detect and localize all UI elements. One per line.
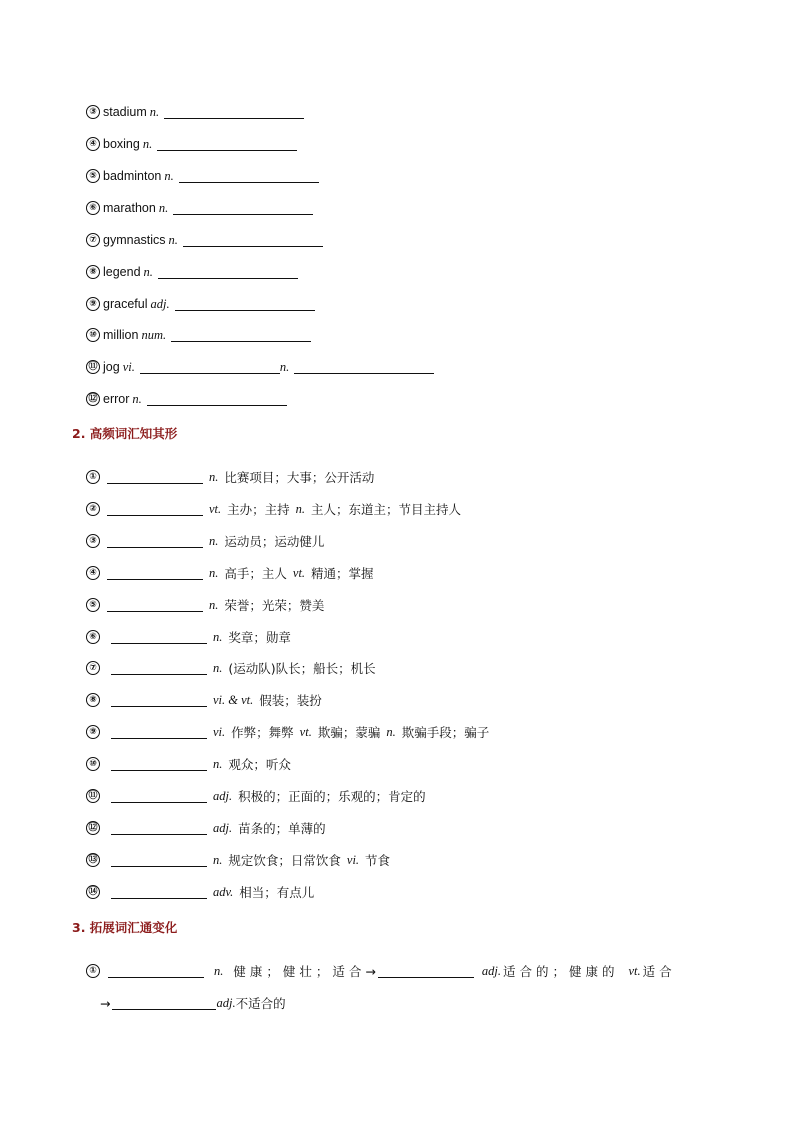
part-of-speech: n. (149, 104, 160, 119)
part-of-speech: n. (214, 963, 224, 978)
answer-blank[interactable] (111, 885, 207, 899)
chinese-meaning: 作弊；舞弊 (231, 725, 294, 740)
item-number: ⑪ (86, 789, 100, 803)
chinese-meaning: 观众；听众 (228, 757, 291, 772)
part-of-speech: n. (213, 660, 223, 675)
part-of-speech: n. (209, 469, 219, 484)
part-of-speech: vi. (122, 359, 135, 374)
chinese-meaning: 相当；有点儿 (239, 885, 315, 900)
item-number: ⑦ (86, 661, 100, 675)
answer-blank[interactable] (111, 789, 207, 803)
chinese-meaning: 运动员；运动健儿 (224, 534, 325, 549)
answer-blank[interactable] (107, 534, 203, 548)
part-of-speech: n. (143, 264, 153, 279)
answer-blank[interactable] (111, 725, 207, 739)
section-2-title: 2. 高频词汇知其形 (72, 426, 178, 441)
answer-blank[interactable] (111, 693, 207, 707)
chinese-meaning: 荣誉；光荣；赞美 (224, 598, 325, 613)
english-word: stadium (103, 105, 147, 119)
definition-row (86, 499, 461, 519)
part-of-speech: n. (386, 724, 396, 739)
definition-row (86, 786, 426, 806)
answer-blank[interactable] (111, 661, 207, 675)
english-word: graceful (103, 297, 148, 311)
section-3-title: 3. 拓展词汇通变化 (72, 920, 178, 935)
answer-blank[interactable] (294, 360, 434, 374)
english-word: boxing (103, 137, 140, 151)
definition-row (86, 467, 374, 487)
item-number: ① (86, 964, 100, 978)
english-word: million (103, 328, 139, 342)
answer-blank[interactable] (107, 566, 203, 580)
answer-blank[interactable] (107, 598, 203, 612)
definition-row (86, 658, 376, 678)
item-number: ⑨ (86, 297, 100, 311)
answer-blank[interactable] (378, 964, 474, 978)
english-word: marathon (103, 201, 156, 215)
answer-blank[interactable] (183, 233, 323, 247)
item-number: ④ (86, 566, 100, 580)
english-word: gymnastics (103, 233, 166, 247)
answer-blank[interactable] (157, 137, 297, 151)
answer-blank[interactable] (175, 297, 315, 311)
definition-row (86, 722, 489, 742)
part-of-speech: n. (209, 565, 219, 580)
answer-blank[interactable] (147, 392, 287, 406)
answer-blank[interactable] (107, 470, 203, 484)
chinese-meaning: 节食 (365, 853, 391, 868)
part3-row-1 (86, 961, 676, 981)
chinese-meaning: 欺骗；蒙骗 (317, 725, 381, 740)
part-of-speech: n. (168, 232, 178, 247)
part-of-speech: vt. (209, 501, 222, 516)
item-number: ④ (86, 137, 100, 151)
definition-row (86, 850, 390, 870)
answer-blank[interactable] (112, 996, 216, 1010)
part-of-speech: adj. (150, 296, 170, 311)
chinese-meaning: 健康；健壮；适合 (233, 964, 366, 979)
part-of-speech: num. (141, 327, 167, 342)
item-number: ⑭ (86, 885, 100, 899)
answer-blank[interactable] (158, 265, 298, 279)
definition-row (86, 690, 322, 710)
item-number: ⑧ (86, 693, 100, 707)
chinese-meaning: 不适合的 (235, 996, 286, 1011)
english-word: legend (103, 265, 141, 279)
part-of-speech: n. (279, 359, 290, 374)
answer-blank[interactable] (171, 328, 311, 342)
answer-blank[interactable] (111, 630, 207, 644)
definition-row (86, 627, 291, 647)
definition-row (86, 531, 324, 551)
answer-blank[interactable] (111, 853, 207, 867)
part-of-speech: adj. (481, 963, 501, 978)
part-of-speech: n. (142, 136, 153, 151)
vocab-row (86, 325, 311, 345)
item-number: ⑩ (86, 757, 100, 771)
item-number: ⑥ (86, 201, 100, 215)
answer-blank[interactable] (140, 360, 280, 374)
part-of-speech: n. (295, 501, 306, 516)
answer-blank[interactable] (108, 964, 204, 978)
chinese-meaning: 适合 (642, 964, 676, 979)
answer-blank[interactable] (179, 169, 319, 183)
arrow-icon: → (100, 995, 111, 1011)
vocab-row (86, 166, 319, 186)
item-number: ⑤ (86, 598, 100, 612)
definition-row (86, 882, 314, 902)
item-number: ① (86, 470, 100, 484)
part-of-speech: n. (158, 200, 169, 215)
definition-row (86, 595, 324, 615)
item-number: ⑨ (86, 725, 100, 739)
vocab-row (86, 134, 297, 154)
chinese-meaning: 苗条的；单薄的 (238, 821, 326, 836)
definition-row (86, 818, 326, 838)
part-of-speech: adj. (213, 820, 233, 835)
part-of-speech: vt. (292, 565, 306, 580)
item-number: ⑫ (86, 392, 100, 406)
english-word: jog (103, 360, 120, 374)
answer-blank[interactable] (173, 201, 313, 215)
answer-blank[interactable] (107, 502, 203, 516)
item-number: ⑬ (86, 853, 100, 867)
part-of-speech: adj. (216, 995, 236, 1010)
vocab-row (86, 230, 323, 250)
part-of-speech: n. (132, 391, 142, 406)
part-of-speech: n. (209, 597, 219, 612)
item-number: ⑪ (86, 360, 100, 374)
definition-row (86, 563, 374, 583)
part3-row-2 (100, 993, 286, 1013)
item-number: ⑩ (86, 328, 100, 342)
item-number: ⑦ (86, 233, 100, 247)
english-word: error (103, 392, 130, 406)
part-of-speech: n. (213, 756, 223, 771)
part-of-speech: n. (213, 629, 223, 644)
vocab-row (86, 389, 287, 409)
vocab-row (86, 357, 434, 377)
item-number: ② (86, 502, 100, 516)
vocab-row (86, 262, 298, 282)
item-number: ⑫ (86, 821, 100, 835)
part-of-speech: vi. (213, 724, 226, 739)
item-number: ⑤ (86, 169, 100, 183)
definition-row (86, 754, 291, 774)
part-of-speech: vt. (628, 963, 641, 978)
chinese-meaning: 积极的；正面的；乐观的；肯定的 (238, 789, 426, 804)
item-number: ③ (86, 534, 100, 548)
item-number: ⑧ (86, 265, 100, 279)
chinese-meaning: 精通；掌握 (311, 566, 374, 581)
part-of-speech: vt. (299, 724, 312, 739)
chinese-meaning: (运动队)队长；船长；机长 (228, 661, 376, 676)
chinese-meaning: 假装；装扮 (259, 693, 322, 708)
answer-blank[interactable] (164, 105, 304, 119)
vocab-row (86, 102, 304, 122)
answer-blank[interactable] (111, 757, 207, 771)
part-of-speech: vi. & vt. (213, 692, 254, 707)
part-of-speech: adj. (213, 788, 233, 803)
part-of-speech: adv. (213, 884, 234, 899)
chinese-meaning: 奖章；勋章 (228, 630, 291, 645)
chinese-meaning: 适合的；健康的 (502, 964, 619, 979)
vocab-row (86, 198, 313, 218)
english-word: badminton (103, 169, 162, 183)
chinese-meaning: 欺骗手段；骗子 (401, 725, 490, 740)
chinese-meaning: 主人；东道主；节目主持人 (311, 502, 462, 517)
item-number: ⑥ (86, 630, 100, 644)
part-of-speech: vi. (346, 852, 360, 867)
part-of-speech: n. (209, 533, 219, 548)
answer-blank[interactable] (111, 821, 207, 835)
chinese-meaning: 主办；主持 (227, 502, 290, 517)
chinese-meaning: 高手；主人 (224, 566, 287, 581)
part-of-speech: n. (213, 852, 223, 867)
vocab-row (86, 294, 315, 314)
part-of-speech: n. (164, 168, 174, 183)
item-number: ③ (86, 105, 100, 119)
chinese-meaning: 比赛项目；大事；公开活动 (224, 470, 375, 485)
arrow-icon: → (365, 963, 376, 979)
chinese-meaning: 规定饮食；日常饮食 (228, 853, 341, 868)
